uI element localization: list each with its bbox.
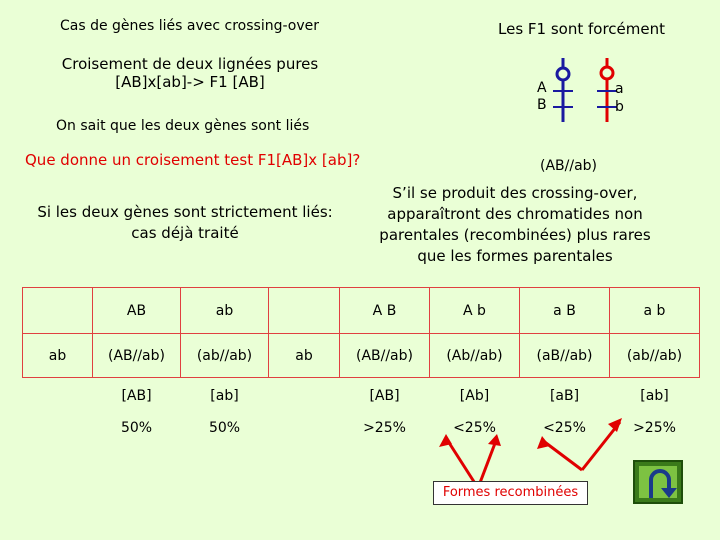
strict-line-1: Si les deux gènes sont strictement liés: bbox=[37, 203, 333, 221]
percent-cell: <25% bbox=[543, 419, 586, 436]
allele-label-A: A bbox=[537, 80, 547, 96]
f1-genotype: (AB//ab) bbox=[540, 158, 598, 174]
table-row bbox=[23, 334, 269, 378]
title-left: Cas de gènes liés avec crossing-over bbox=[60, 18, 320, 34]
genotype-cell: (ab//ab) bbox=[181, 334, 269, 378]
strict-linkage-text bbox=[20, 202, 350, 244]
table-row bbox=[269, 378, 700, 414]
col-header: AB bbox=[93, 288, 181, 334]
genotype-cell: (ab//ab) bbox=[610, 334, 700, 378]
crossing-line-1: S’il se produit des crossing-over, bbox=[392, 184, 638, 202]
percent-cell: >25% bbox=[363, 419, 406, 436]
genotype-cell: (Ab//ab) bbox=[430, 334, 520, 378]
percent-cell: <25% bbox=[453, 419, 496, 436]
table-row bbox=[23, 414, 269, 442]
cross-line-1: Croisement de deux lignées pures bbox=[61, 55, 319, 73]
phenotype-cell: [AB] bbox=[121, 387, 152, 404]
u-turn-arrow-icon bbox=[639, 466, 681, 502]
return-button[interactable] bbox=[633, 460, 683, 504]
table-row bbox=[269, 414, 700, 442]
col-header: a b bbox=[610, 288, 700, 334]
cross-line-2: [AB]x[ab]-> F1 [AB] bbox=[115, 73, 265, 91]
chromosome-left bbox=[553, 58, 573, 122]
phenotype-cell: [Ab] bbox=[459, 387, 490, 404]
col-header: A b bbox=[430, 288, 520, 334]
crossing-line-2: apparaîtront des chromatides non bbox=[387, 205, 643, 223]
recombinant-legend: Formes recombinées bbox=[433, 481, 588, 505]
col-header: ab bbox=[181, 288, 269, 334]
phenotype-cell: [aB] bbox=[549, 387, 580, 404]
table-row bbox=[269, 334, 700, 378]
table-row bbox=[23, 378, 269, 414]
phenotype-cell: [AB] bbox=[369, 387, 400, 404]
allele-label-b: b bbox=[615, 99, 624, 115]
table-row bbox=[23, 288, 269, 334]
row-header: ab bbox=[269, 334, 340, 378]
percent-cell: 50% bbox=[120, 419, 153, 436]
allele-label-a: a bbox=[615, 81, 624, 97]
crossing-over-explanation bbox=[355, 183, 675, 267]
genotype-cell: (aB//ab) bbox=[520, 334, 610, 378]
crossing-line-4: que les formes parentales bbox=[417, 247, 613, 265]
genotype-cell: (AB//ab) bbox=[340, 334, 430, 378]
return-button-face[interactable] bbox=[639, 466, 677, 498]
question-text: Que donne un croisement test F1[AB]x [ab]? bbox=[25, 151, 361, 169]
genotype-cell: (AB//ab) bbox=[93, 334, 181, 378]
crossing-line-3: parentales (recombinées) plus rares bbox=[379, 226, 651, 244]
table-crossing-over bbox=[268, 287, 700, 442]
percent-cell: >25% bbox=[633, 419, 676, 436]
phenotype-cell: [ab] bbox=[210, 387, 239, 404]
percent-cell: 50% bbox=[208, 419, 241, 436]
allele-label-B: B bbox=[537, 97, 547, 113]
strict-line-2: cas déjà traité bbox=[131, 224, 239, 242]
table-row bbox=[269, 288, 700, 334]
table-complete-linkage bbox=[22, 287, 269, 442]
chromosome-right bbox=[597, 58, 617, 122]
title-right: Les F1 sont forcément bbox=[498, 20, 665, 38]
col-header: A B bbox=[340, 288, 430, 334]
row-header: ab bbox=[23, 334, 93, 378]
phenotype-cell: [ab] bbox=[640, 387, 669, 404]
linked-genes-text: On sait que les deux gènes sont liés bbox=[56, 118, 310, 134]
col-header: a B bbox=[520, 288, 610, 334]
